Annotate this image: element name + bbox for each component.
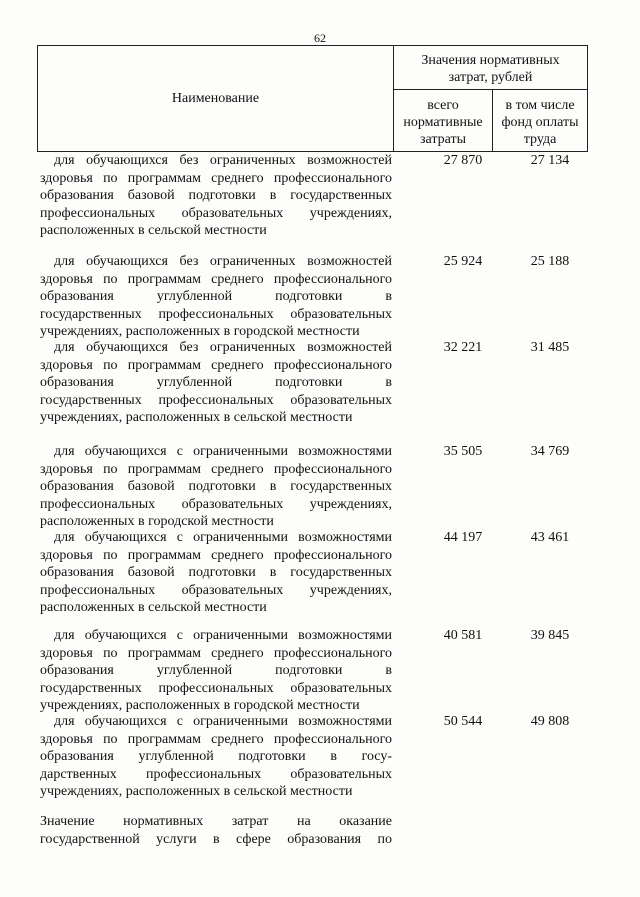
row-wage-value: 49 808 xyxy=(530,714,570,729)
row-text-line: здоровья по программам среднего профессионального xyxy=(40,271,392,287)
row-total-value: 40 581 xyxy=(443,628,483,643)
row-wage-value: 34 769 xyxy=(530,444,570,459)
row-total-value: 25 924 xyxy=(443,254,483,269)
row-text-line: здоровья по программам среднего профессионального xyxy=(40,645,392,661)
row-description xyxy=(40,443,392,531)
row-text-line: образования базовой подготовки в государственных xyxy=(40,479,392,494)
row-description xyxy=(40,339,392,427)
row-total-value: 27 870 xyxy=(443,153,483,168)
row-text-line: здоровья по программам среднего профессионального xyxy=(40,547,392,563)
row-description xyxy=(40,627,392,715)
row-text-line: для обучающихся без ограниченных возможностей xyxy=(54,340,392,355)
row-total-value: 35 505 xyxy=(443,444,483,459)
header-line: в том числе xyxy=(505,98,575,113)
row-description xyxy=(40,529,392,617)
row-text-line: учреждениях, расположенных в сельской местности xyxy=(40,410,353,425)
row-text-line: учреждениях, расположенных в городской местности xyxy=(40,698,360,713)
row-text-line: профессиональных образовательных учреждениях, xyxy=(40,205,392,221)
row-text-line: расположенных в сельской местности xyxy=(40,600,267,615)
row-text-line: профессиональных образовательных учреждениях, xyxy=(40,582,392,598)
row-text-line: образования углубленной подготовки в xyxy=(40,375,392,390)
header-line: труда xyxy=(523,132,557,147)
row-wage-value: 43 461 xyxy=(530,530,570,545)
row-text-line: образования углубленной подготовки в xyxy=(40,663,392,678)
footer-line: государственной услуги в сфере образования по xyxy=(40,831,392,847)
row-text-line: здоровья по программам среднего профессионального xyxy=(40,461,392,477)
row-text-line: государственных профессиональных образовательных xyxy=(40,680,392,696)
column-header-total xyxy=(394,90,493,151)
row-text-line: расположенных в сельской местности xyxy=(40,223,267,238)
row-wage-value: 25 188 xyxy=(530,254,570,269)
header-line: нормативные xyxy=(403,115,483,130)
row-text-line: учреждениях, расположенных в городской местности xyxy=(40,324,360,339)
row-text-line: здоровья по программам среднего профессионального xyxy=(40,357,392,373)
row-text-line: для обучающихся без ограниченных возможностей xyxy=(54,153,392,168)
page-number: 62 xyxy=(314,31,326,45)
row-text-line: образования углубленной подготовки в xyxy=(40,289,392,304)
row-text-line: для обучающихся без ограниченных возможностей xyxy=(54,254,392,269)
row-text-line: здоровья по программам среднего профессионального xyxy=(40,731,392,747)
row-text-line: для обучающихся с ограниченными возможностями xyxy=(54,444,392,459)
column-header-name: Наименование xyxy=(38,46,394,151)
row-total-value: 50 544 xyxy=(443,714,483,729)
header-line: всего xyxy=(427,98,459,113)
values-title-line: Значения нормативных xyxy=(421,53,560,68)
row-wage-value: 31 485 xyxy=(530,340,570,355)
row-description xyxy=(40,713,392,801)
row-description xyxy=(40,152,392,240)
row-text-line: расположенных в городской местности xyxy=(40,514,274,529)
row-text-line: образования базовой подготовки в государственных xyxy=(40,565,392,580)
row-wage-value: 39 845 xyxy=(530,628,570,643)
row-text-line: государственных профессиональных образовательных xyxy=(40,392,392,408)
row-text-line: дарственных профессиональных образовательных xyxy=(40,766,392,782)
row-text-line: профессиональных образовательных учреждениях, xyxy=(40,496,392,512)
row-wage-value: 27 134 xyxy=(530,153,570,168)
row-text-line: учреждениях, расположенных в сельской местности xyxy=(40,784,353,799)
footer-line: Значение нормативных затрат на оказание xyxy=(40,814,392,829)
header-line: фонд оплаты xyxy=(501,115,579,130)
row-text-line: для обучающихся с ограниченными возможностями xyxy=(54,714,392,729)
row-text-line: для обучающихся с ограниченными возможностями xyxy=(54,530,392,545)
values-title-line: затрат, рублей xyxy=(448,70,533,85)
column-header-values xyxy=(394,46,587,90)
row-description xyxy=(40,253,392,341)
table-header xyxy=(37,45,588,152)
column-header-wage-fund xyxy=(493,90,587,158)
row-total-value: 44 197 xyxy=(443,530,483,545)
row-text-line: государственных профессиональных образовательных xyxy=(40,306,392,322)
footer-paragraph xyxy=(40,813,392,848)
row-text-line: для обучающихся с ограниченными возможностями xyxy=(54,628,392,643)
row-text-line: здоровья по программам среднего профессионального xyxy=(40,170,392,186)
row-total-value: 32 221 xyxy=(443,340,483,355)
header-line: затраты xyxy=(419,132,467,147)
row-text-line: образования углубленной подготовки в госу- xyxy=(40,749,392,764)
row-text-line: образования базовой подготовки в государственных xyxy=(40,188,392,203)
